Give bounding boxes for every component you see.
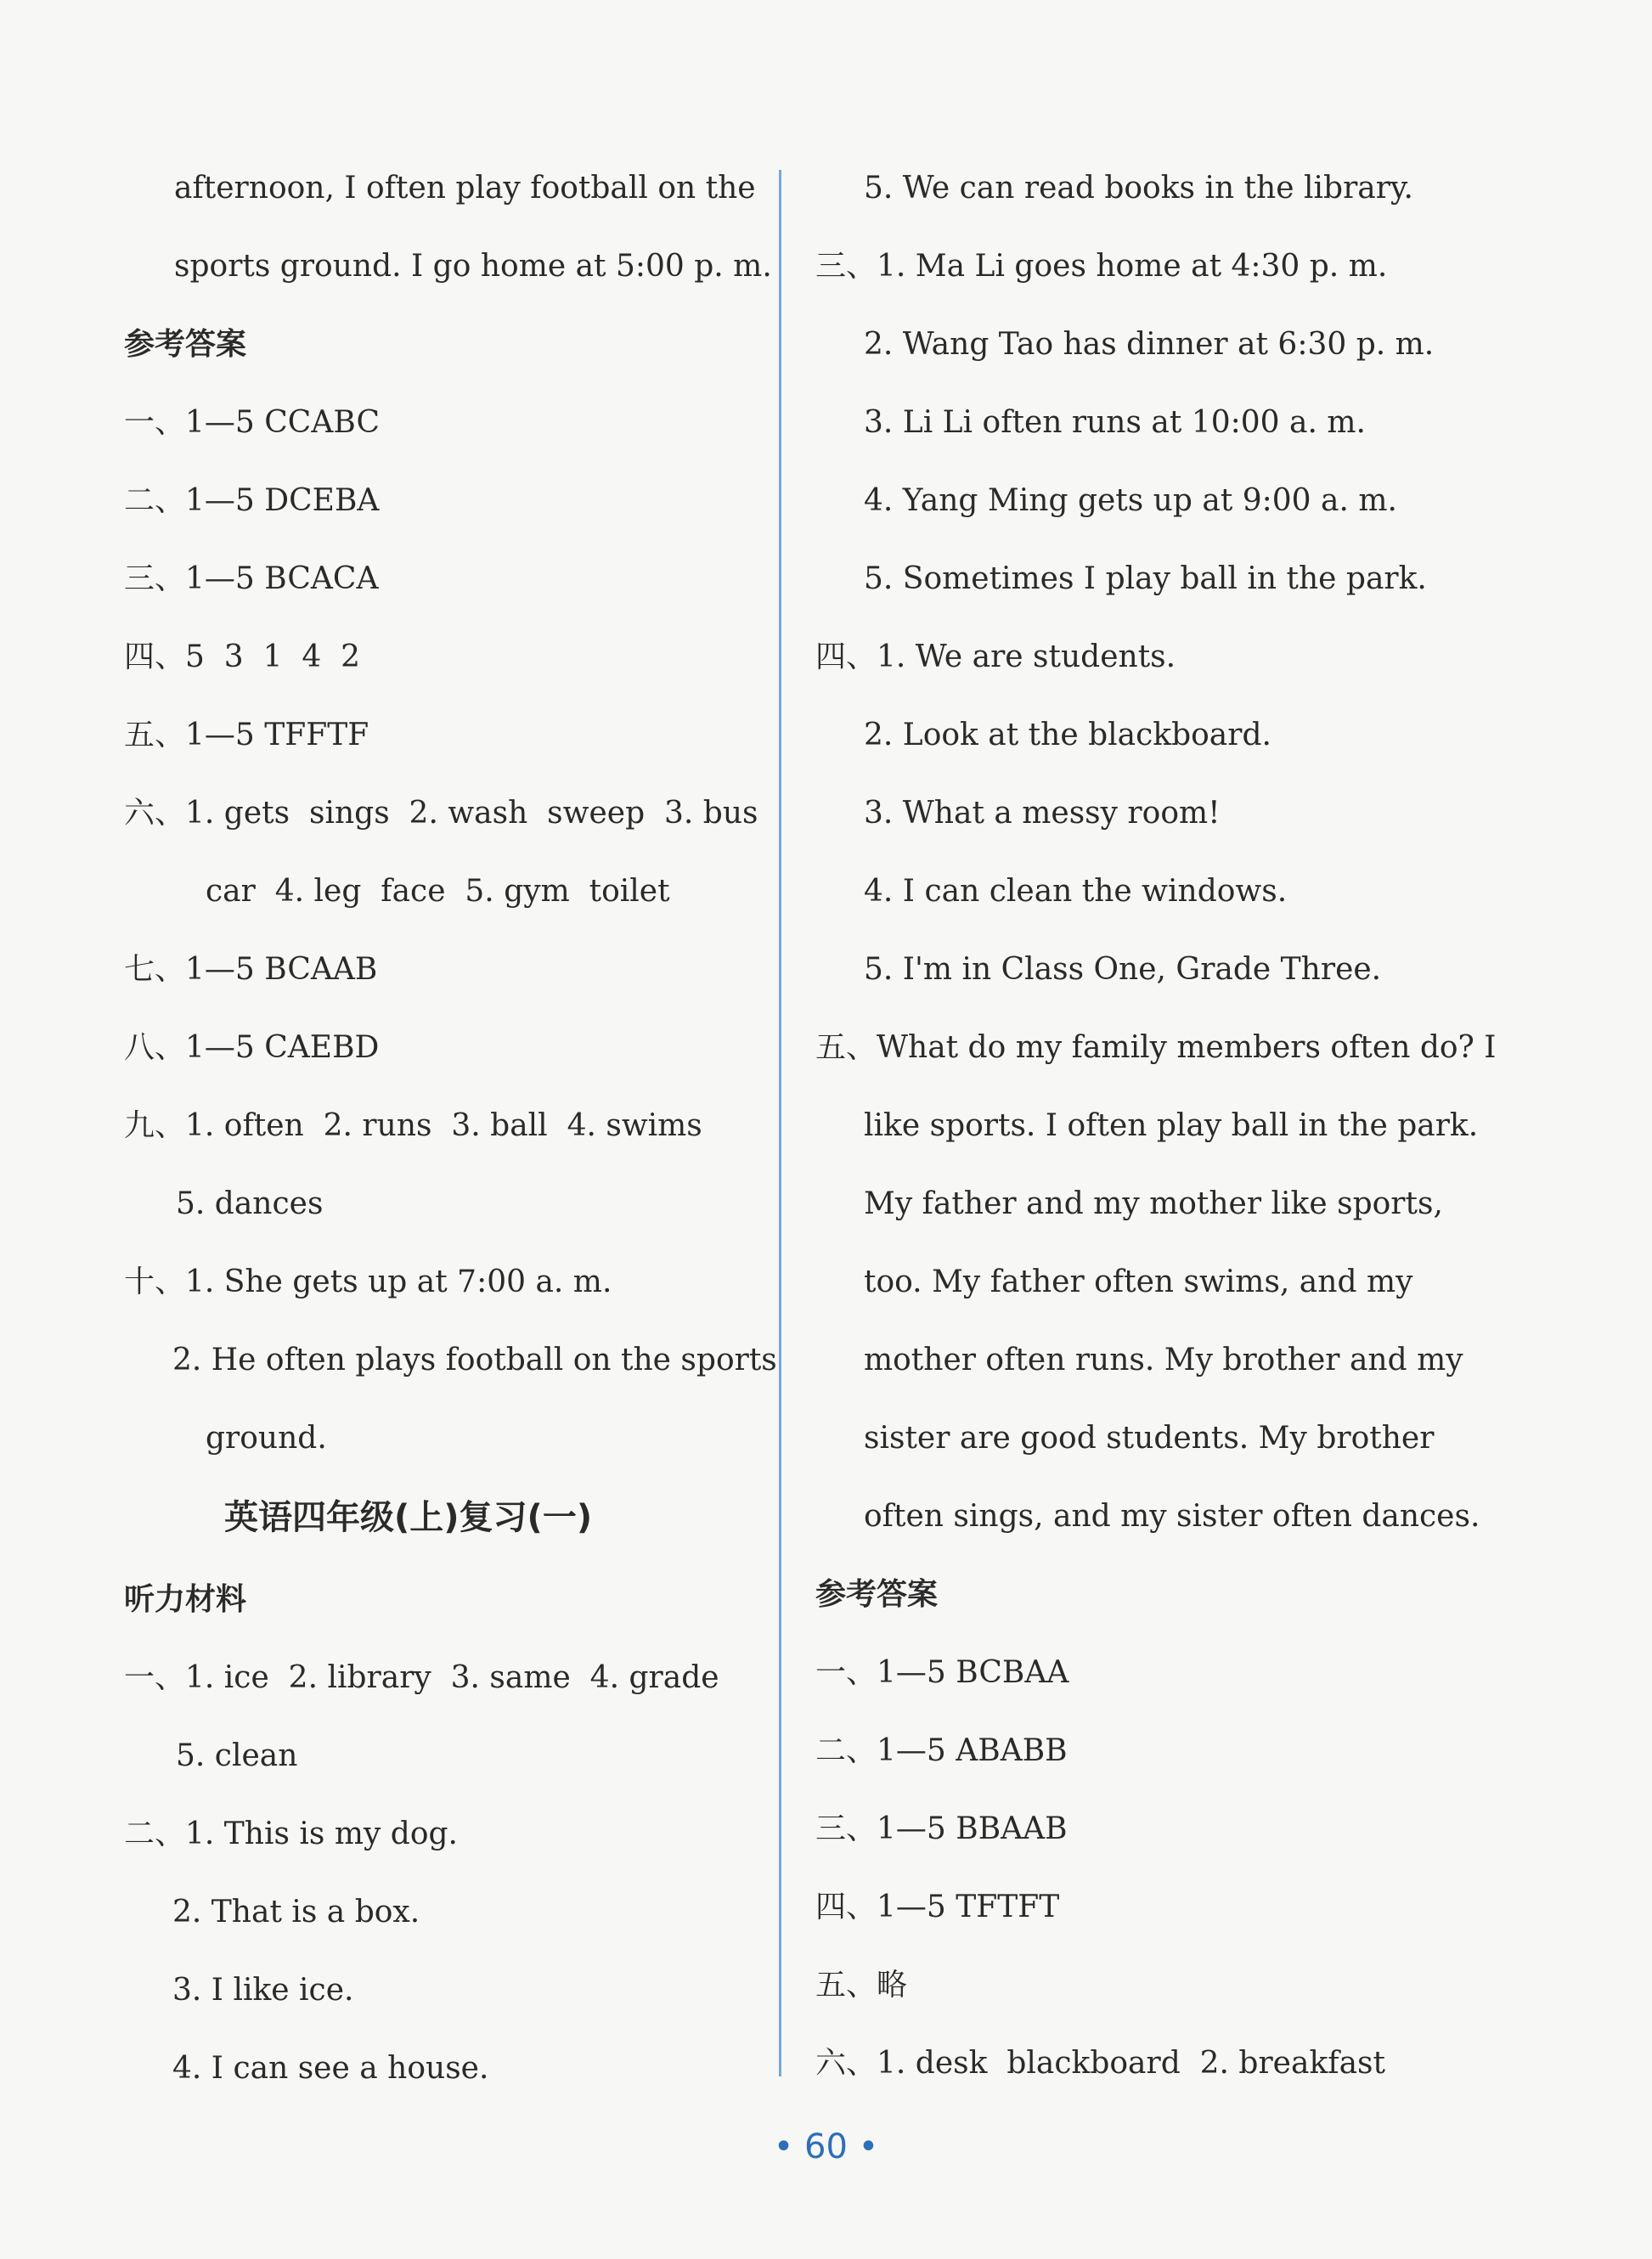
answer-line: 2. He often plays football on the sports (172, 1343, 777, 1377)
answer-line: 5. clean (176, 1738, 298, 1773)
answer-line: 六、1. gets sings 2. wash sweep 3. bus (124, 796, 758, 831)
column-divider (779, 170, 781, 2076)
answer-line: 三、1—5 BBAAB (815, 1811, 1068, 1846)
answer-line: 5. dances (176, 1186, 324, 1221)
text-line: mother often runs. My brother and my (864, 1343, 1463, 1377)
answer-line: 四、5 3 1 4 2 (124, 639, 361, 674)
text-line: 5. I'm in Class One, Grade Three. (864, 952, 1382, 987)
text-line: afternoon, I often play football on the (174, 171, 756, 206)
section-title: 英语四年级(上)复习(一) (224, 1498, 593, 1537)
text-line: 3. Li Li often runs at 10:00 a. m. (864, 405, 1366, 440)
text-line: 2. Wang Tao has dinner at 6:30 p. m. (864, 327, 1435, 362)
page-number: • 60 • (773, 2127, 879, 2166)
text-line: 五、What do my family members often do? I (815, 1030, 1497, 1065)
text-line: My father and my mother like sports, (864, 1186, 1443, 1221)
answer-line: 二、1—5 ABABB (815, 1733, 1068, 1768)
answer-line: 五、1—5 TFFTF (124, 718, 369, 752)
text-line: 5. Sometimes I play ball in the park. (864, 561, 1427, 596)
answer-line: 3. I like ice. (172, 1973, 354, 2008)
text-line: often sings, and my sister often dances. (864, 1499, 1480, 1534)
section-heading: 参考答案 (124, 327, 247, 362)
text-line: 三、1. Ma Li goes home at 4:30 p. m. (815, 249, 1388, 284)
answer-line: 一、1—5 BCBAA (815, 1655, 1069, 1690)
answer-line: 一、1. ice 2. library 3. same 4. grade (124, 1660, 719, 1695)
answer-line: 三、1—5 BCACA (124, 561, 379, 596)
text-line: 四、1. We are students. (815, 639, 1176, 674)
text-line: 2. Look at the blackboard. (864, 718, 1271, 752)
answer-line: 二、1. This is my dog. (124, 1817, 458, 1851)
text-line: 4. I can clean the windows. (864, 874, 1288, 909)
answer-line: 六、1. desk blackboard 2. breakfast (815, 2046, 1385, 2081)
text-line: like sports. I often play ball in the park. (864, 1108, 1479, 1143)
text-line: 4. Yang Ming gets up at 9:00 a. m. (864, 483, 1397, 518)
answer-line: 4. I can see a house. (172, 2051, 489, 2086)
answer-line: ground. (206, 1421, 327, 1456)
answer-line: 七、1—5 BCAAB (124, 952, 378, 987)
text-line: too. My father often swims, and my (864, 1265, 1413, 1299)
answer-line: 四、1—5 TFTFT (815, 1890, 1060, 1924)
answer-line: 五、略 (815, 1968, 908, 2003)
section-heading: 听力材料 (124, 1582, 247, 1617)
answer-line: 2. That is a box. (172, 1895, 420, 1929)
answer-line: car 4. leg face 5. gym toilet (206, 874, 670, 909)
text-line: 5. We can read books in the library. (864, 171, 1413, 206)
text-line: 3. What a messy room! (864, 796, 1221, 831)
answer-line: 十、1. She gets up at 7:00 a. m. (124, 1265, 612, 1299)
answer-line: 九、1. often 2. runs 3. ball 4. swims (124, 1108, 702, 1143)
text-line: sports ground. I go home at 5:00 p. m. (174, 249, 772, 284)
text-line: sister are good students. My brother (864, 1421, 1435, 1456)
answer-line: 一、1—5 CCABC (124, 405, 381, 440)
answer-line: 八、1—5 CAEBD (124, 1030, 380, 1065)
section-heading: 参考答案 (815, 1577, 939, 1612)
answer-line: 二、1—5 DCEBA (124, 483, 380, 518)
